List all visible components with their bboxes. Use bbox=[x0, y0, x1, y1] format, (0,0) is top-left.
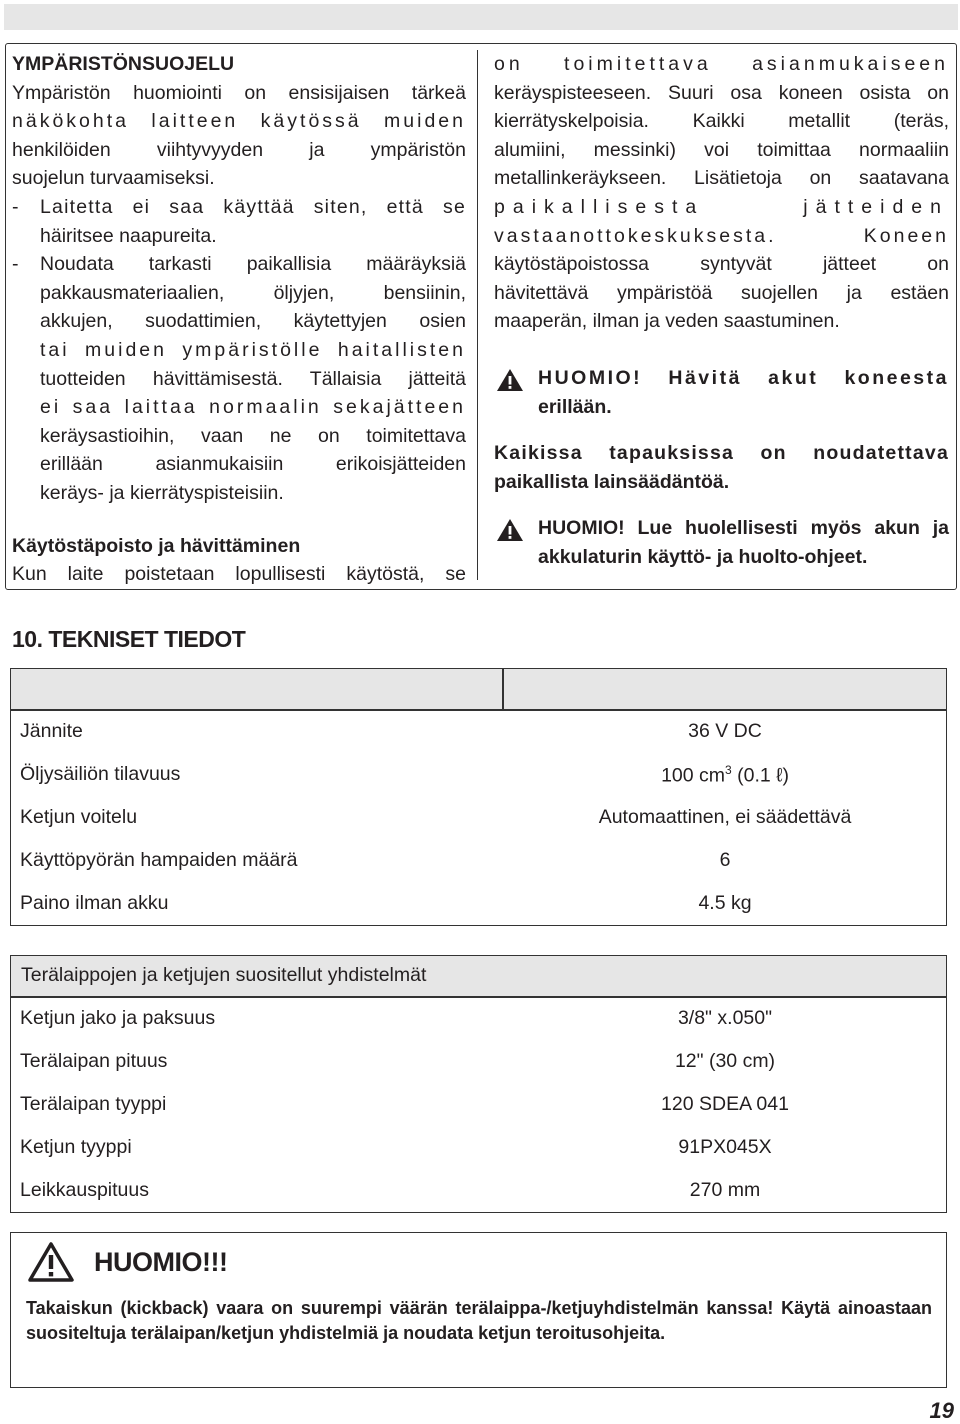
env-line: suojelun turvaamiseksi. bbox=[12, 167, 215, 190]
env-line: paikallisesta jätteiden bbox=[494, 195, 949, 218]
row-label: Öljysäiliön tilavuus bbox=[20, 763, 181, 785]
env-line: on toimitettava asianmukaiseen bbox=[494, 53, 949, 75]
notice-text: Kaikissa tapauksissa on noudatettava bbox=[494, 442, 949, 465]
env-line: näkökohta laitteen käytössä muiden bbox=[12, 110, 466, 133]
env-line: kierrätyskelpoisia. Kaikki metallit (teräs, bbox=[494, 110, 949, 133]
env-line: Kun laite poistetaan lopullisesti käytöstä, se bbox=[12, 563, 466, 586]
environment-right-column bbox=[494, 50, 949, 572]
env-line: käytöstäpoistossa syntyvät jätteet on bbox=[494, 253, 949, 276]
kickback-title: HUOMIO!!! bbox=[94, 1246, 228, 1277]
env-line: hävitettävä ympäristöä suojellen ja estäen bbox=[494, 281, 949, 304]
row-value: 4.5 kg bbox=[698, 892, 752, 914]
row-value: 36 V DC bbox=[688, 720, 762, 742]
header-bar bbox=[4, 4, 958, 30]
row-label: Terälaipan tyyppi bbox=[20, 1093, 167, 1115]
env-line: Laitetta ei saa käyttää siten, että se bbox=[40, 195, 466, 218]
section-title: 10. TEKNISET TIEDOT bbox=[12, 626, 246, 652]
warning-triangle-icon bbox=[28, 1242, 74, 1282]
env-line: ei saa laittaa normaalin sekajätteen bbox=[40, 396, 466, 419]
law-notice bbox=[494, 439, 949, 496]
kickback-warning-header bbox=[28, 1242, 227, 1282]
row-label: Ketjun tyyppi bbox=[20, 1136, 132, 1158]
tech-table-header-right bbox=[503, 668, 947, 710]
env-line: keräyspisteeseen. Suuri osa koneen osista on bbox=[494, 81, 949, 104]
combo-table-header: Terälaippojen ja ketjujen suositellut yhdistelmät bbox=[10, 955, 947, 997]
notice-text: HUOMIO! Lue huolellisesti myös akun ja bbox=[538, 517, 949, 540]
env-line: keräysastioihin, vaan ne on toimitettava bbox=[40, 424, 466, 447]
env-line: akkujen, suodattimien, käytettyjen osien bbox=[40, 310, 466, 333]
disposal-heading: Käytöstäpoisto ja hävittäminen bbox=[12, 534, 301, 557]
env-line: Ympäristön huomiointi on ensisijaisen tärkeä bbox=[12, 81, 466, 104]
column-divider bbox=[477, 50, 478, 580]
row-value: 100 $cm^3$ (0.1 ℓ) bbox=[661, 763, 789, 787]
env-line: vastaanottokeskuksesta. Koneen bbox=[494, 224, 949, 247]
env-line: Noudata tarkasti paikallisia määräyksiä bbox=[40, 253, 466, 276]
row-label: Leikkauspituus bbox=[20, 1179, 149, 1201]
env-line: tuotteiden hävittämisestä. Tällaisia jätteitä bbox=[40, 367, 466, 390]
env-line: henkilöiden viihtyvyyden ja ympäristön bbox=[12, 138, 466, 161]
row-value: 6 bbox=[719, 849, 731, 871]
row-label: Paino ilman akku bbox=[20, 892, 169, 914]
environment-left-column bbox=[12, 50, 466, 589]
charger-notice bbox=[494, 514, 949, 571]
env-line: häiritsee naapureita. bbox=[40, 224, 217, 247]
env-line: maaperän, ilman ja veden saastuminen. bbox=[494, 310, 840, 333]
tech-table-header-left bbox=[10, 668, 503, 710]
row-label: Käyttöpyörän hampaiden määrä bbox=[20, 849, 298, 871]
env-line: metallinkeräykseen. Lisätietoja on saatavana bbox=[494, 167, 949, 190]
row-value: 3/8" x.050" bbox=[677, 1007, 773, 1029]
notice-text: HUOMIO! Hävitä akut koneesta bbox=[538, 366, 949, 389]
row-value: 120 SDEA 041 bbox=[661, 1093, 789, 1115]
row-value: 12" (30 cm) bbox=[674, 1050, 776, 1072]
notice-text: paikallista lainsäädäntöä. bbox=[494, 470, 730, 493]
row-label: Terälaipan pituus bbox=[20, 1050, 168, 1072]
row-value: Automaattinen, ei säädettävä bbox=[598, 806, 852, 828]
env-line: pakkausmateriaalien, öljyjen, bensiinin, bbox=[40, 281, 466, 304]
environment-heading: YMPÄRISTÖNSUOJELU bbox=[12, 53, 235, 75]
env-line: erillään asianmukaisiin erikoisjätteiden bbox=[40, 453, 466, 476]
battery-notice bbox=[494, 364, 949, 421]
notice-text: erillään. bbox=[538, 395, 612, 418]
env-list-item: - Laitetta ei saa käyttää siten, että se häiritsee naapureita. bbox=[12, 193, 466, 250]
row-label: Ketjun voitelu bbox=[20, 806, 138, 828]
env-list-item: - Noudata tarkasti paikallisia määräyksiä pakkausmateriaalien, öljyjen, bensiinin, akkujen, suodattimien, käytettyjen osien tai muiden ympäristölle haitallisten tuotteiden hävittämisestä. Tällaisia jätteitä ei saa laittaa normaalin sekajätteen keräysastioihin, vaan ne on toimitettava erillään asianmukaisiin erikoisjätteiden keräys- ja kierrätyspisteisiin. bbox=[12, 250, 466, 507]
row-value: 270 mm bbox=[689, 1179, 761, 1201]
warning-triangle-icon bbox=[496, 368, 524, 392]
warning-triangle-icon bbox=[496, 518, 524, 542]
row-label: Jännite bbox=[20, 720, 83, 742]
row-label: Ketjun jako ja paksuus bbox=[20, 1007, 216, 1029]
env-line: tai muiden ympäristölle haitallisten bbox=[40, 338, 466, 361]
kickback-text: Takaiskun (kickback) vaara on suurempi väärän terälaippa-/ketjuyhdistelmän kanssa! Käytä ainoastaan suositeltuja terälaipan/ketjun yhdistelmiä ja noudata ketjun teroitusohjeita. bbox=[26, 1298, 932, 1343]
row-value: 91PX045X bbox=[678, 1136, 772, 1158]
page-number: 19 bbox=[929, 1398, 954, 1423]
env-line: alumiini, messinki) voi toimittaa normaaliin bbox=[494, 138, 949, 161]
notice-text: akkulaturin käyttö- ja huolto-ohjeet. bbox=[538, 545, 868, 568]
env-line: keräys- ja kierrätyspisteisiin. bbox=[40, 481, 284, 504]
